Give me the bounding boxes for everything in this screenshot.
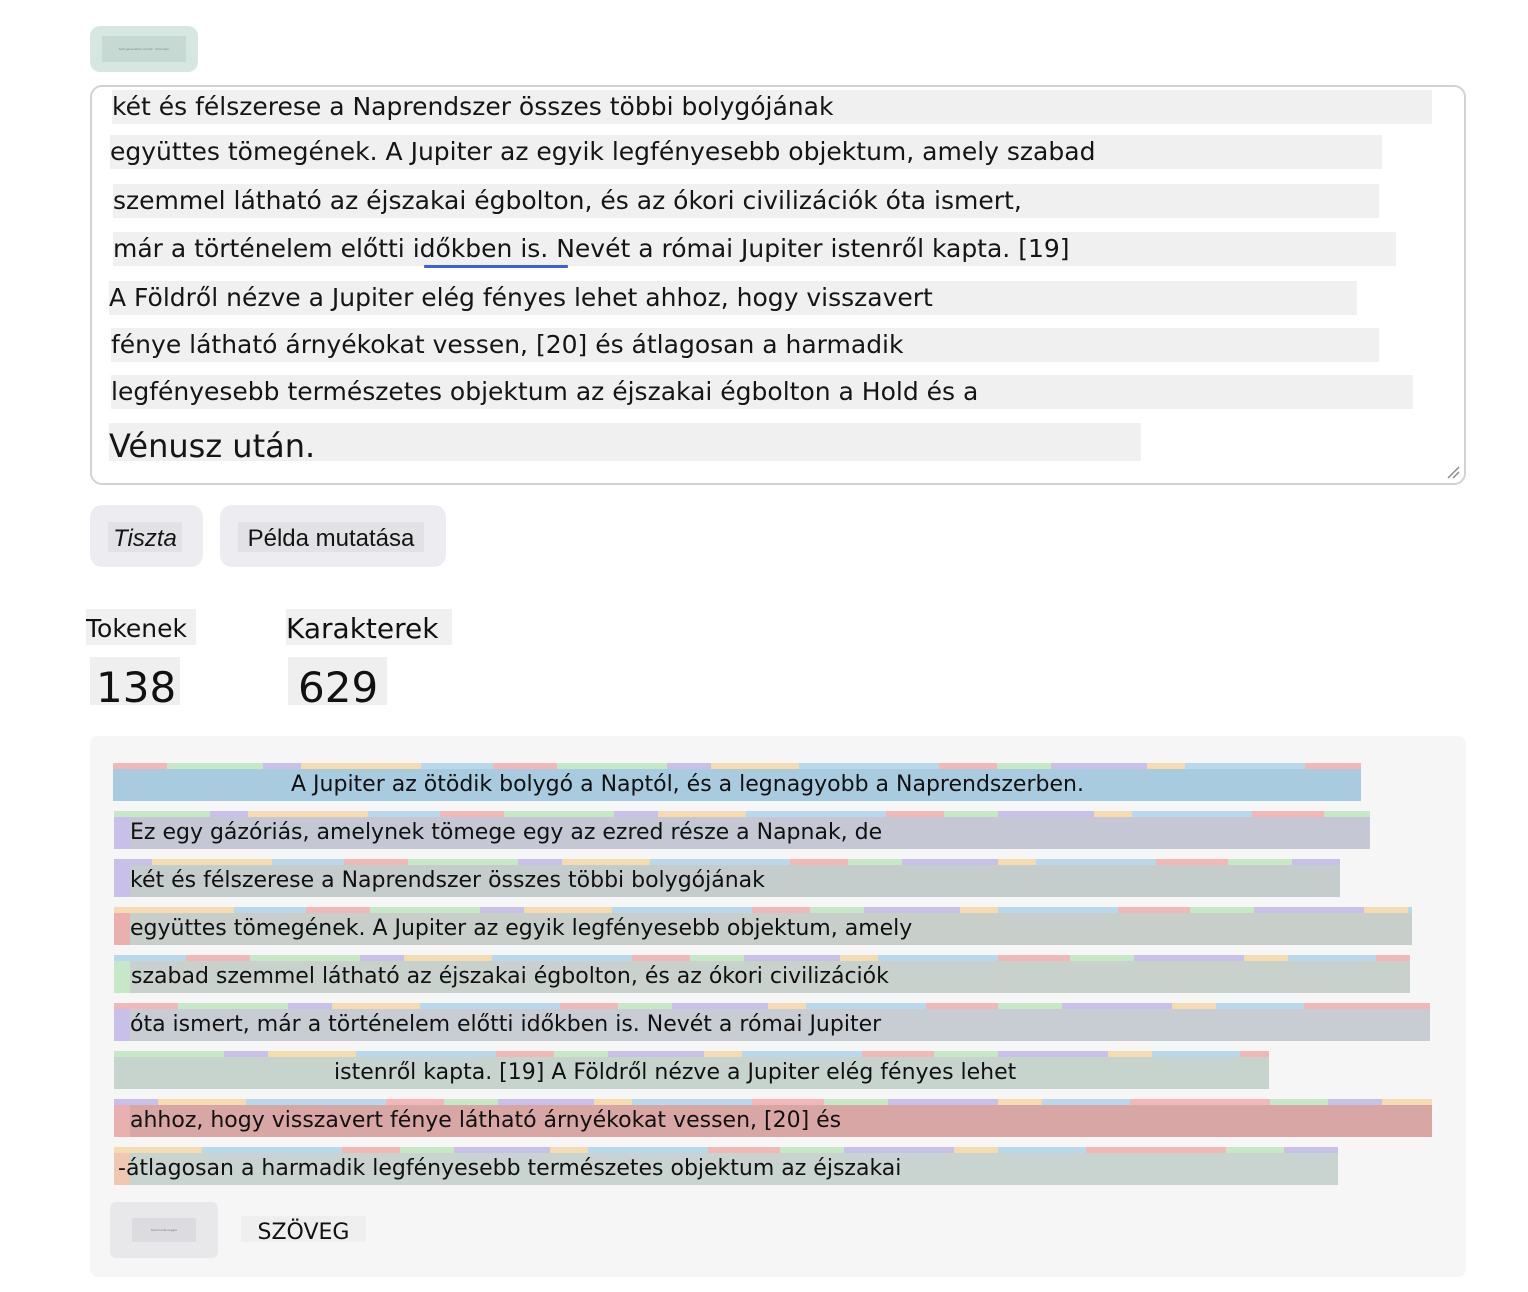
token-boundary-stripe [420,1003,560,1009]
token-boundary-stripe [1226,1147,1284,1153]
token-boundary-stripe [1228,859,1292,865]
token-boundary-stripe [632,1099,752,1105]
token-boundary-stripe [272,859,344,865]
editor-line: már a történelem előtti időkben is. Nevét a római Jupiter istenről kapta. [19] [113,232,1396,266]
token-boundary-stripe [960,907,998,913]
token-row-text: óta ismert, már a történelem előtti időkben is. Nevét a római Jupiter [130,1012,882,1037]
token-boundary-stripe [588,1147,708,1153]
token-boundary-stripe [612,907,752,913]
token-boundary-stripe [658,811,746,817]
show-example-button-label: Példa mutatása [238,522,424,552]
token-row-text: két és félszerese a Naprendszer összes többi bolygójának [130,868,765,893]
view-mode-toggle[interactable] [110,1202,218,1258]
token-boundary-stripe [752,1099,824,1105]
token-boundary-stripe [114,811,210,817]
token-row-lead [114,909,130,945]
token-boundary-stripe [152,859,272,865]
token-boundary-stripe [202,1147,342,1153]
token-boundary-stripe [744,955,840,961]
token-boundary-stripe [301,763,421,769]
token-boundary-stripe [1270,1099,1328,1105]
token-row [114,1053,1269,1089]
token-boundary-stripe [1132,811,1252,817]
token-boundary-stripe [1172,1003,1216,1009]
tokens-label: Tokenek [86,609,196,645]
editor-line: legfényesebb természetes objektum az éjszakai égbolton a Hold és a [111,375,1413,409]
token-boundary-stripe [158,1099,246,1105]
token-boundary-stripe [1376,955,1410,961]
token-boundary-stripe [370,907,480,913]
token-row-lead [114,813,130,849]
token-boundary-stripe [368,811,440,817]
model-chip[interactable] [90,26,198,72]
token-boundary-stripe [167,763,263,769]
token-boundary-stripe [210,811,248,817]
token-boundary-stripe [934,1051,998,1057]
token-boundary-stripe [886,811,944,817]
token-boundary-stripe [480,907,524,913]
token-boundary-stripe [404,955,492,961]
token-boundary-stripe [954,1147,998,1153]
token-boundary-stripe [288,1003,332,1009]
token-boundary-stripe [498,1099,594,1105]
token-row-text: Ez egy gázóriás, amelynek tömege egy az ezred része a Napnak, de [130,820,883,845]
token-boundary-stripe [356,1051,496,1057]
token-boundary-stripe [550,1147,588,1153]
token-boundary-stripe [790,859,848,865]
token-row [114,1005,1430,1041]
token-boundary-stripe [998,859,1036,865]
token-boundary-stripe [557,763,667,769]
token-row [114,813,1370,849]
token-boundary-stripe [1364,907,1408,913]
token-row [114,957,1410,993]
token-boundary-stripe [888,1099,998,1105]
token-boundary-stripe [1216,1003,1304,1009]
token-boundary-stripe [114,907,234,913]
token-row-lead [114,861,130,897]
token-boundary-stripe [711,763,799,769]
token-boundary-stripe [618,1003,672,1009]
editor-line: szemmel látható az éjszakai égbolton, és az ókori civilizációk óta ismert, [113,184,1379,218]
token-boundary-stripe [224,1051,268,1057]
token-boundary-stripe [998,811,1094,817]
token-boundary-stripe [360,955,404,961]
show-example-button[interactable] [220,505,446,567]
token-boundary-stripe [493,763,557,769]
token-boundary-stripe [672,1003,768,1009]
token-boundary-stripe [844,1147,954,1153]
token-boundary-stripe [492,955,632,961]
token-boundary-stripe [178,1003,288,1009]
characters-label: Karakterek [286,609,452,645]
token-boundary-stripe [344,859,408,865]
token-boundary-stripe [554,1051,608,1057]
token-boundary-stripe [998,955,1070,961]
token-boundary-stripe [824,1099,888,1105]
text-mode-label[interactable]: SZÖVEG [241,1216,366,1242]
editor-line: Vénusz után. [109,423,1141,461]
token-boundary-stripe [524,907,612,913]
spellcheck-underline [424,265,568,268]
token-boundary-stripe [444,1099,498,1105]
token-row-text: -átlagosan a harmadik legfényesebb természetes objektum az éjszakai [118,1156,902,1181]
token-boundary-stripe [1284,1147,1338,1153]
token-boundary-stripe [1252,811,1324,817]
token-boundary-stripe [742,1051,862,1057]
token-boundary-stripe [246,1099,386,1105]
clear-button[interactable] [90,505,203,567]
token-boundary-stripe [400,1147,454,1153]
token-boundary-stripe [421,763,493,769]
view-mode-toggle-label: text-mode toggle [132,1218,196,1242]
token-boundary-stripe [114,1147,202,1153]
token-boundary-stripe [997,763,1051,769]
token-row [113,765,1361,801]
clear-button-label: Tiszta [108,522,182,552]
token-boundary-stripe [113,763,167,769]
token-boundary-stripe [746,811,886,817]
token-boundary-stripe [250,955,360,961]
token-boundary-stripe [408,859,518,865]
tokens-count: 138 [90,657,180,705]
token-boundary-stripe [939,763,997,769]
token-boundary-stripe [1070,955,1134,961]
token-boundary-stripe [562,859,650,865]
token-row-lead [114,957,130,993]
token-boundary-stripe [306,907,370,913]
token-boundary-stripe [1036,859,1156,865]
token-row-text: szabad szemmel látható az éjszakai égbolton, és az ókori civilizációk [131,964,889,989]
token-boundary-stripe [1152,1051,1240,1057]
editor-line: A Földről nézve a Jupiter elég fényes lehet ahhoz, hogy visszavert [109,281,1357,315]
token-boundary-stripe [1292,859,1340,865]
editor-line: együttes tömegének. A Jupiter az egyik legfényesebb objektum, amely szabad [110,135,1382,169]
token-boundary-stripe [234,907,306,913]
editor-line: két és félszerese a Naprendszer összes többi bolygójának [112,90,1432,124]
token-boundary-stripe [1134,955,1244,961]
token-boundary-stripe [1328,1099,1382,1105]
text-input-area[interactable] [90,85,1466,485]
token-row [114,1149,1338,1185]
token-boundary-stripe [114,955,186,961]
token-row-text: A Jupiter az ötödik bolygó a Naptól, és a legnagyobb a Naprendszerben. [291,772,1084,797]
token-boundary-stripe [342,1147,400,1153]
token-boundary-stripe [1062,1003,1172,1009]
token-row [114,1101,1432,1137]
token-boundary-stripe [1051,763,1147,769]
token-boundary-stripe [780,1147,844,1153]
token-row [114,861,1340,897]
token-boundary-stripe [1156,859,1228,865]
token-boundary-stripe [1304,1003,1430,1009]
token-boundary-stripe [632,955,690,961]
token-boundary-stripe [998,907,1118,913]
token-row-text: ahhoz, hogy visszavert fénye látható árnyékokat vessen, [20] és [130,1108,842,1133]
token-boundary-stripe [454,1147,550,1153]
token-row [114,909,1412,945]
token-boundary-stripe [1408,907,1412,913]
token-boundary-stripe [1254,907,1364,913]
token-boundary-stripe [496,1051,554,1057]
token-boundary-stripe [1288,955,1376,961]
token-boundary-stripe [864,907,960,913]
token-boundary-stripe [998,1099,1042,1105]
token-boundary-stripe [114,859,152,865]
token-boundary-stripe [1118,907,1190,913]
token-boundary-stripe [608,1051,704,1057]
token-boundary-stripe [1382,1099,1432,1105]
token-boundary-stripe [1094,811,1132,817]
token-boundary-stripe [114,1099,158,1105]
token-boundary-stripe [902,859,998,865]
token-boundary-stripe [810,907,864,913]
token-boundary-stripe [998,1147,1086,1153]
token-row-lead [113,765,129,801]
token-boundary-stripe [1086,1147,1226,1153]
model-chip-label: text-generation-model · tokenizer [102,36,186,62]
token-boundary-stripe [708,1147,780,1153]
token-boundary-stripe [848,859,902,865]
token-boundary-stripe [1244,955,1288,961]
token-boundary-stripe [263,763,301,769]
editor-line: fénye látható árnyékokat vessen, [20] és átlagosan a harmadik [111,328,1379,362]
token-boundary-stripe [186,955,250,961]
token-boundary-stripe [114,1051,224,1057]
token-boundary-stripe [332,1003,420,1009]
token-boundary-stripe [878,955,998,961]
token-boundary-stripe [667,763,711,769]
token-boundary-stripe [1305,763,1361,769]
token-boundary-stripe [1185,763,1305,769]
token-row-text: együttes tömegének. A Jupiter az egyik legfényesebb objektum, amely [130,916,913,941]
token-row-lead [114,1005,130,1041]
token-boundary-stripe [1042,1099,1130,1105]
token-boundary-stripe [1147,763,1185,769]
token-boundary-stripe [1190,907,1254,913]
token-boundary-stripe [504,811,614,817]
token-boundary-stripe [690,955,744,961]
token-boundary-stripe [1240,1051,1269,1057]
token-boundary-stripe [268,1051,356,1057]
token-boundary-stripe [752,907,810,913]
token-boundary-stripe [998,1003,1062,1009]
token-boundary-stripe [799,763,939,769]
token-boundary-stripe [518,859,562,865]
token-boundary-stripe [440,811,504,817]
token-boundary-stripe [926,1003,998,1009]
token-boundary-stripe [1130,1099,1270,1105]
characters-count: 629 [288,657,387,705]
token-boundary-stripe [650,859,790,865]
token-boundary-stripe [806,1003,926,1009]
token-row-lead [114,1101,130,1137]
token-boundary-stripe [248,811,368,817]
token-boundary-stripe [704,1051,742,1057]
token-boundary-stripe [1108,1051,1152,1057]
token-boundary-stripe [386,1099,444,1105]
token-boundary-stripe [114,1003,178,1009]
token-boundary-stripe [594,1099,632,1105]
token-boundary-stripe [998,1051,1108,1057]
token-boundary-stripe [944,811,998,817]
token-boundary-stripe [768,1003,806,1009]
token-boundary-stripe [862,1051,934,1057]
token-boundary-stripe [1324,811,1370,817]
token-boundary-stripe [840,955,878,961]
token-row-lead [114,1053,130,1089]
token-row-text: istenről kapta. [19] A Földről nézve a Jupiter elég fényes lehet [334,1060,1017,1085]
token-boundary-stripe [560,1003,618,1009]
resize-grip-icon[interactable] [1446,465,1460,479]
token-boundary-stripe [614,811,658,817]
